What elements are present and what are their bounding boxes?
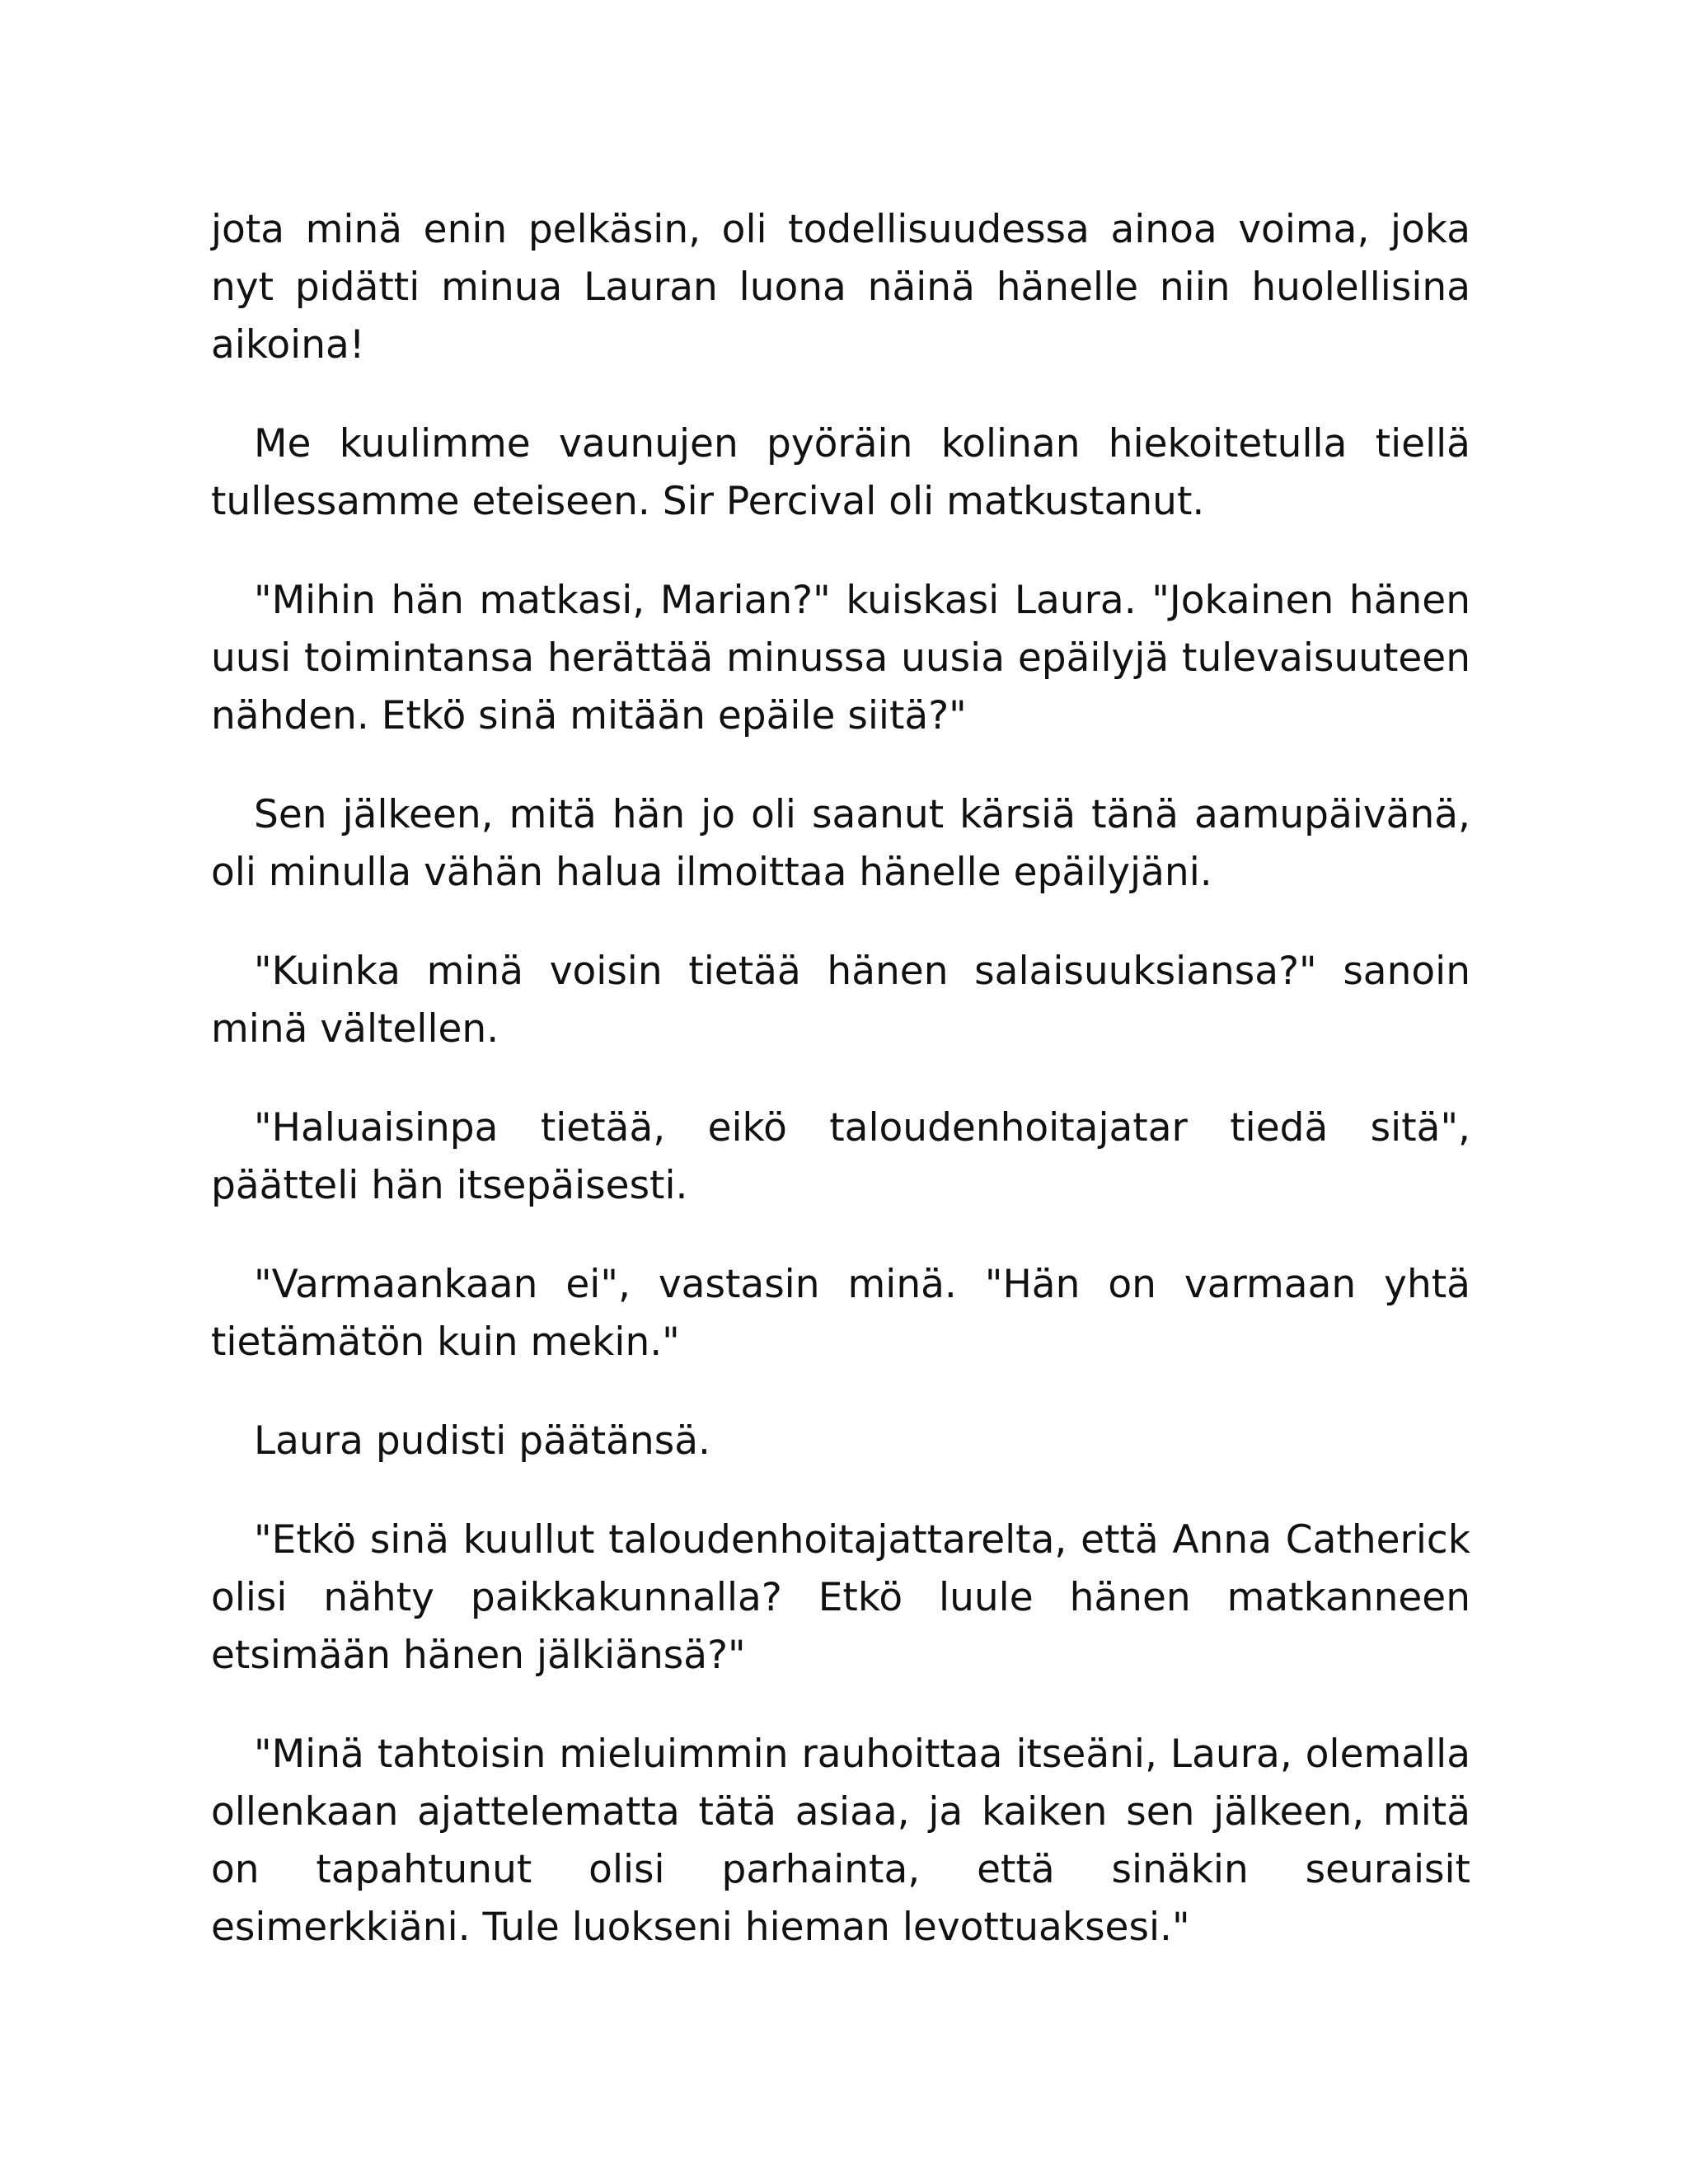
paragraph: Me kuulimme vaunujen pyöräin kolinan hiekoitetulla tiellä tullessamme eteiseen. Sir Percival oli matkustanut. xyxy=(211,421,1470,524)
body-text xyxy=(211,201,1470,1998)
paragraph: "Kuinka minä voisin tietää hänen salaisuuksiansa?" sanoin minä vältellen. xyxy=(211,949,1470,1052)
paragraph: jota minä enin pelkäsin, oli todellisuudessa ainoa voima, joka nyt pidätti minua Lauran luona näinä hänelle niin huolellisina aikoina! xyxy=(211,207,1470,368)
paragraph: Sen jälkeen, mitä hän jo oli saanut kärsiä tänä aamupäivänä, oli minulla vähän halua ilmoittaa hänelle epäilyjäni. xyxy=(211,792,1470,895)
paragraph: "Etkö sinä kuullut taloudenhoitajattarelta, että Anna Catherick olisi nähty paikkakunnalla? Etkö luule hänen matkanneen etsimään hänen jälkiänsä?" xyxy=(211,1517,1470,1678)
paragraph: "Haluaisinpa tietää, eikö taloudenhoitajatar tiedä sitä", päätteli hän itsepäisesti. xyxy=(211,1105,1470,1208)
paragraph: "Varmaankaan ei", vastasin minä. "Hän on varmaan yhtä tietämätön kuin mekin." xyxy=(211,1262,1470,1365)
paragraph: "Mihin hän matkasi, Marian?" kuiskasi Laura. "Jokainen hänen uusi toimintansa herättää minussa uusia epäilyjä tulevaisuuteen nähden. Etkö sinä mitään epäile siitä?" xyxy=(211,578,1470,738)
paragraph: "Minä tahtoisin mieluimmin rauhoittaa itseäni, Laura, olemalla ollenkaan ajattelematta tätä asiaa, ja kaiken sen jälkeen, mitä on tapahtunut olisi parhainta, että sinäkin seuraisit esimerkkiäni. Tule luokseni hieman levottuaksesi." xyxy=(211,1732,1470,1950)
paragraph: Laura pudisti päätänsä. xyxy=(254,1418,710,1464)
